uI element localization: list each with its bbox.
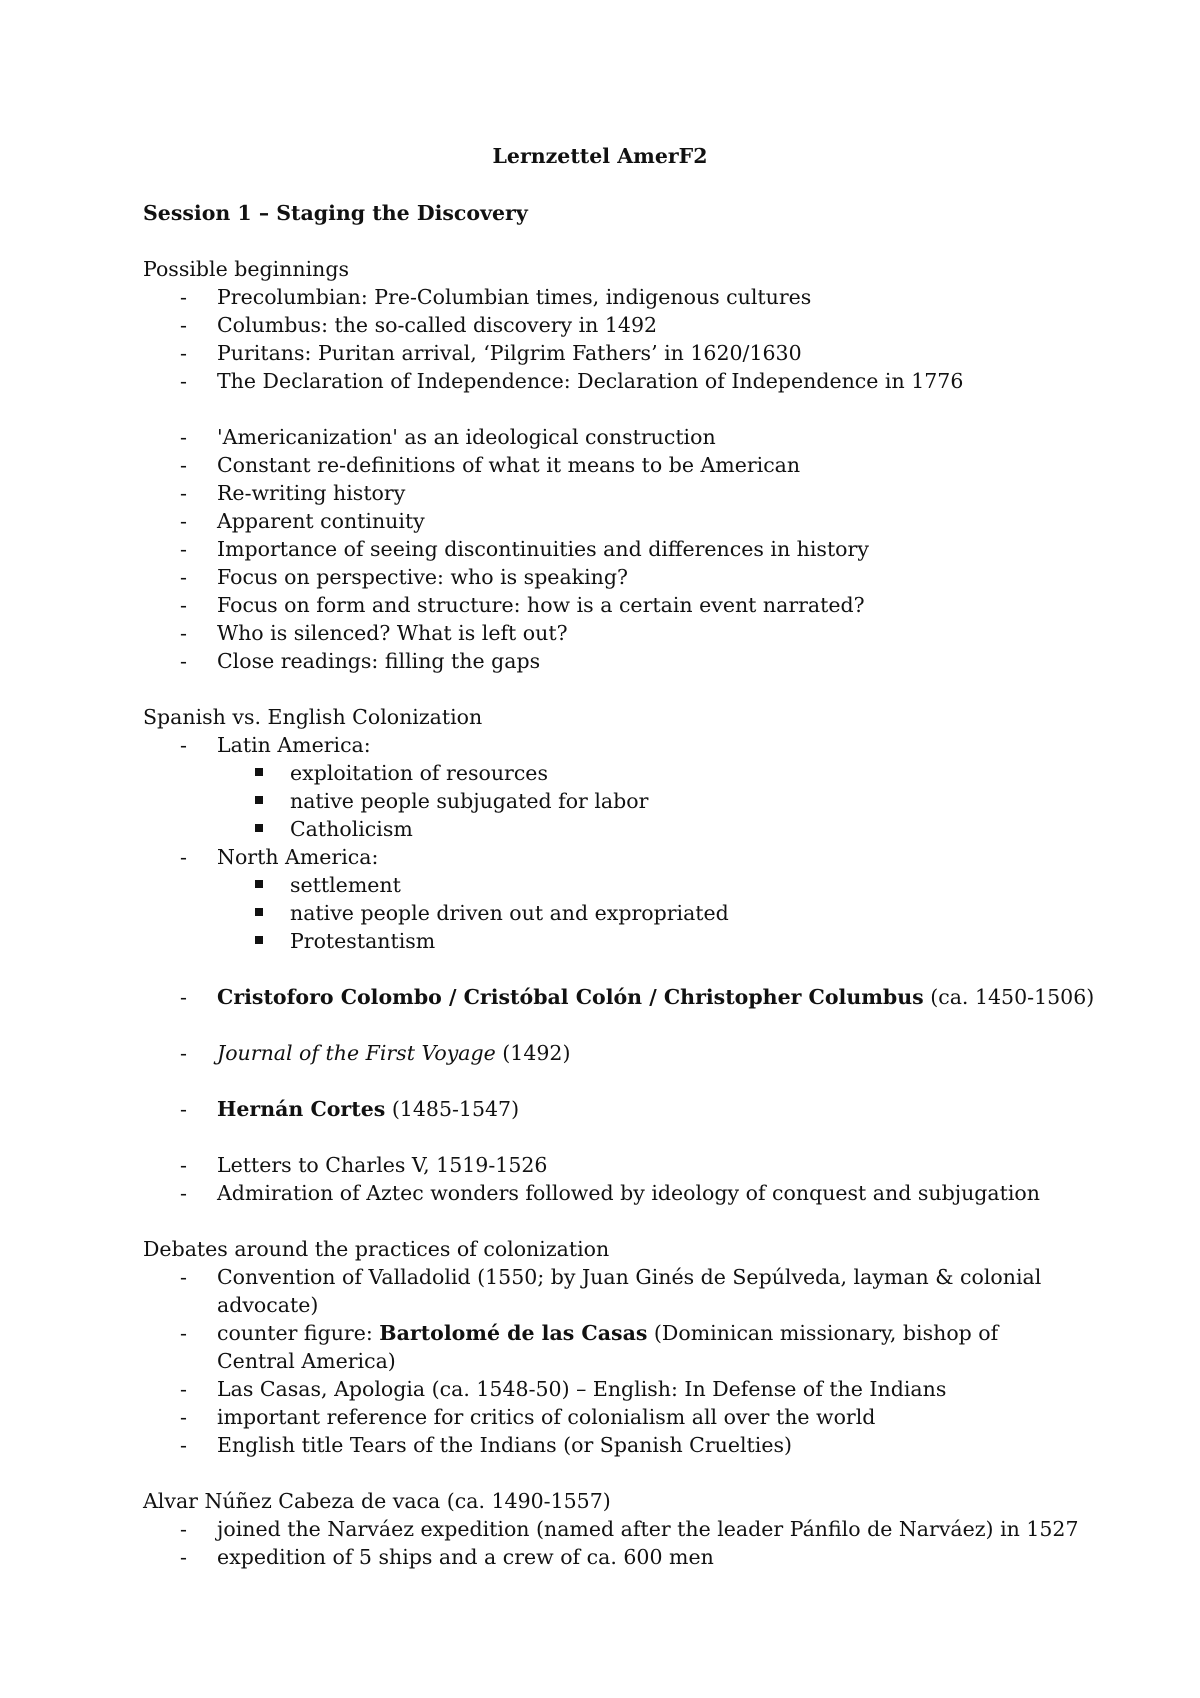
- sub-list-item: settlement: [143, 871, 1043, 899]
- sub-list-item: Catholicism: [143, 815, 1043, 843]
- list-item: - Re-writing history: [180, 481, 406, 505]
- list-item: - North America:: [180, 845, 379, 869]
- list-item-cortes: - Hernán Cortes (1485-1547): [180, 1097, 520, 1121]
- list-item: - Columbus: the so-called discovery in 1492: [180, 313, 658, 337]
- cabeza-heading: Alvar Núñez Cabeza de vaca (ca. 1490-1557): [143, 1489, 611, 1513]
- square-bullet-icon: [255, 908, 263, 916]
- list-item-columbus: - Cristoforo Colombo / Cristóbal Colón / Christopher Columbus (ca. 1450-1506): [180, 985, 1095, 1009]
- list-item: - Importance of seeing discontinuities and differences in history: [180, 537, 869, 561]
- list-item: - Apparent continuity: [180, 509, 425, 533]
- list-item: - counter figure: Bartolomé de las Casas (Dominican missionary, bishop of Central America): [180, 1321, 999, 1373]
- sub-list-item: native people subjugated for labor: [143, 787, 1043, 815]
- list-item: - Latin America:: [180, 733, 371, 757]
- list-item: - important reference for critics of colonialism all over the world: [180, 1405, 876, 1429]
- square-bullet-icon: [255, 768, 263, 776]
- document-title: Lernzettel AmerF2: [492, 144, 708, 168]
- sub-list-item: exploitation of resources: [143, 759, 1043, 787]
- square-bullet-icon: [255, 936, 263, 944]
- colonization-heading: Spanish vs. English Colonization: [143, 705, 483, 729]
- list-item: - Who is silenced? What is left out?: [180, 621, 568, 645]
- list-item: - The Declaration of Independence: Declaration of Independence in 1776: [180, 369, 964, 393]
- session-heading: Session 1 – Staging the Discovery: [143, 201, 528, 225]
- list-item: - Precolumbian: Pre-Columbian times, indigenous cultures: [180, 285, 812, 309]
- list-item: - Puritans: Puritan arrival, ‘Pilgrim Fathers’ in 1620/1630: [180, 341, 802, 365]
- beginnings-heading: Possible beginnings: [143, 257, 349, 281]
- square-bullet-icon: [255, 880, 263, 888]
- list-item: - Convention of Valladolid (1550; by Juan Ginés de Sepúlveda, layman & colonial advocate): [180, 1265, 1042, 1317]
- list-item: - 'Americanization' as an ideological construction: [180, 425, 716, 449]
- list-item-journal: - Journal of the First Voyage (1492): [180, 1041, 571, 1065]
- document-body: [143, 199, 1095, 1571]
- list-item: - Focus on form and structure: how is a certain event narrated?: [180, 593, 865, 617]
- list-item: - Close readings: filling the gaps: [180, 649, 541, 673]
- list-item: - expedition of 5 ships and a crew of ca. 600 men: [180, 1545, 714, 1569]
- sub-list-item: Protestantism: [143, 927, 1043, 955]
- debates-heading: Debates around the practices of colonization: [143, 1237, 610, 1261]
- list-item: - Focus on perspective: who is speaking?: [180, 565, 628, 589]
- square-bullet-icon: [255, 796, 263, 804]
- list-item: - Admiration of Aztec wonders followed by ideology of conquest and subjugation: [180, 1181, 1040, 1205]
- list-item: - Constant re-definitions of what it means to be American: [180, 453, 801, 477]
- list-item: - Las Casas, Apologia (ca. 1548-50) – English: In Defense of the Indians: [180, 1377, 947, 1401]
- sub-list-item: native people driven out and expropriated: [143, 899, 1043, 927]
- list-item: - joined the Narváez expedition (named after the leader Pánfilo de Narváez) in 1527: [180, 1517, 1079, 1541]
- list-item: - English title Tears of the Indians (or Spanish Cruelties): [180, 1433, 792, 1457]
- square-bullet-icon: [255, 824, 263, 832]
- list-item: - Letters to Charles V, 1519-1526: [180, 1153, 548, 1177]
